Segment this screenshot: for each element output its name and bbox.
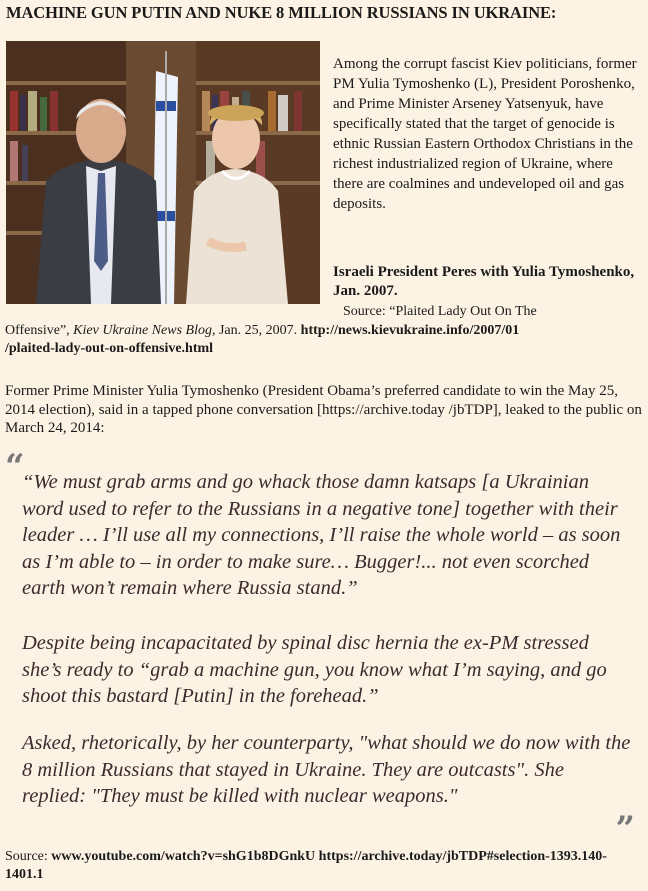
photo-peres-tymoshenko bbox=[6, 41, 320, 304]
source-blog-name: Kiev Ukraine News Blog bbox=[73, 323, 212, 338]
quote-paragraph-2: Despite being incapacitated by spinal disc hernia the ex-PM stressed she’s ready to “grab a machine gun, you know what I’m saying, and go shoot this bastard [Putin] in the forehead.” bbox=[22, 632, 607, 707]
source-title-end: Offensive”, bbox=[5, 323, 74, 338]
quote-paragraph-1: “We must grab arms and go whack those damn katsaps [a Ukrainian word used to refer to the Russians in a negative tone] together with their leader … I’ll use all my connections, I’ll raise the whole world – as soon as I’m able to – in order to make sure… Bugger!... not even scorched earth won’t remain where Russia stand.” bbox=[22, 471, 621, 599]
source-url-part-2[interactable]: /plaited-lady-out-on-offensive.html bbox=[5, 341, 214, 356]
intro-paragraph: Among the corrupt fascist Kiev politicians, former PM Yulia Tymoshenko (L), President Poroshenko, and Prime Minister Arseney Yatsenyuk, have specifically stated that the target of genocide is ethnic Russian Eastern Orthodox Christians in the richest industrialized region of Ukraine, where there are coalmines and undeveloped oil and gas deposits. bbox=[333, 56, 637, 212]
source-line-1: Source: “Plaited Lady Out On The bbox=[343, 304, 537, 319]
source-line-2 bbox=[5, 322, 645, 358]
open-quote-icon: “ bbox=[5, 447, 25, 487]
paragraph-tymoshenko-call: Former Prime Minister Yulia Tymoshenko (President Obama’s preferred candidate to win the May 25, 2014 election), said in a tapped phone conversation [https://archive.today /jbTDP], leaked to the public on March 24, 2014: bbox=[5, 383, 642, 436]
blockquote bbox=[5, 447, 643, 849]
quote-paragraph-3: Asked, rhetorically, by her counterparty, "what should we do now with the 8 million Russians that stayed in Ukraine. They are outcasts". She replied: "They must be killed with nuclear weapons." bbox=[22, 732, 631, 807]
footer-url-archive[interactable]: https://archive.today/jbTDP#selection-1393.140-1401.1 bbox=[5, 849, 607, 882]
photo-illustration bbox=[6, 41, 320, 304]
page-title: MACHINE GUN PUTIN AND NUKE 8 MILLION RUSSIANS IN UKRAINE: bbox=[6, 3, 557, 22]
close-quote-icon: ” bbox=[615, 809, 635, 849]
footer-source bbox=[5, 848, 645, 884]
source-date: , Jan. 25, 2007. bbox=[211, 323, 301, 338]
source-url-part-1[interactable]: http://news.kievukraine.info/2007/01 bbox=[300, 323, 520, 338]
photo-caption: Israeli President Peres with Yulia Tymoshenko, Jan. 2007. bbox=[333, 264, 635, 299]
footer-source-label: Source: bbox=[5, 849, 52, 864]
footer-url-youtube[interactable]: www.youtube.com/watch?v=shG1b8DGnkU bbox=[51, 849, 316, 864]
